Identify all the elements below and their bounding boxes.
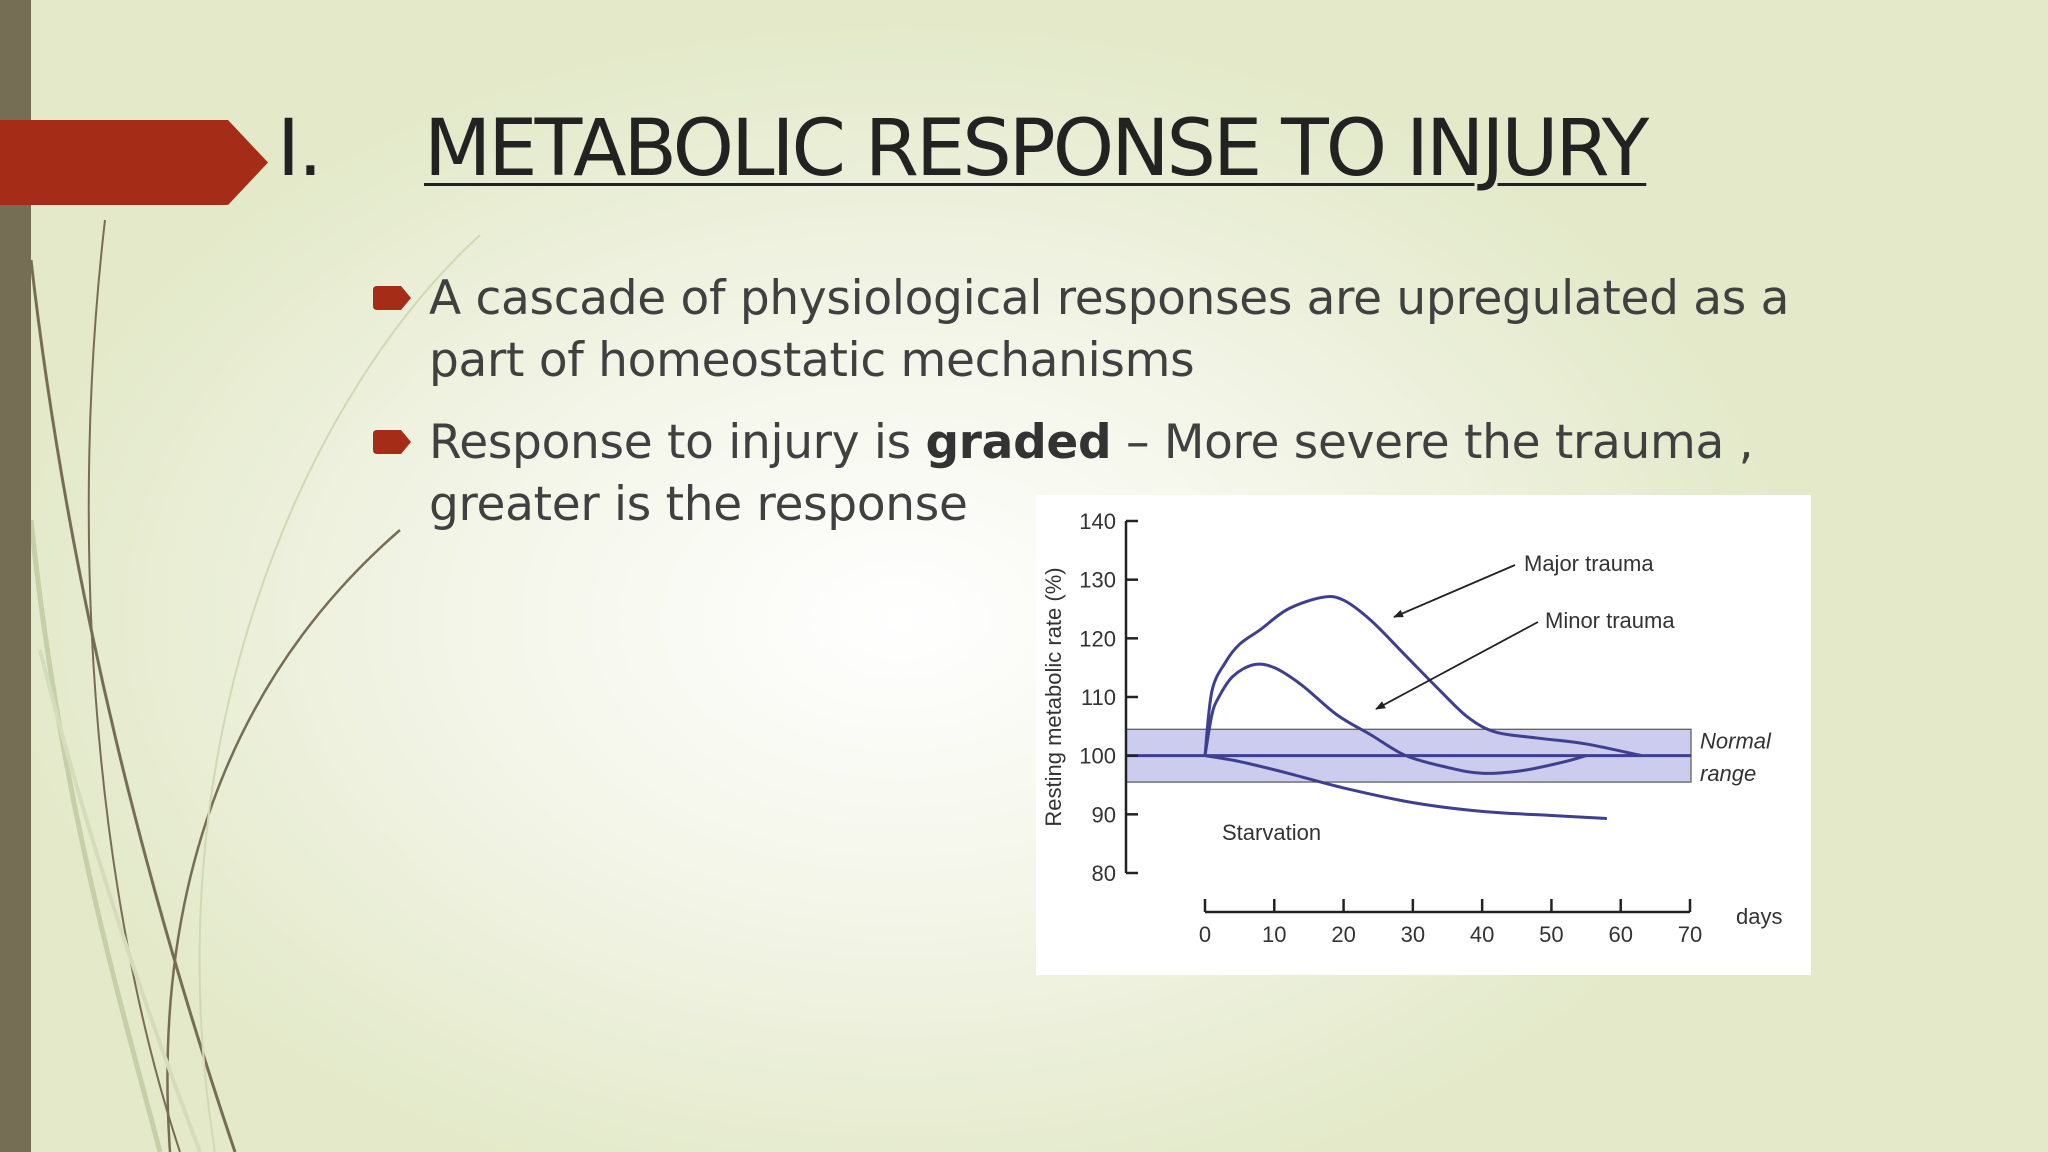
bullet-emphasis: graded	[925, 415, 1112, 470]
x-tick-label: 20	[1331, 922, 1356, 947]
title-arrow-shape	[0, 120, 268, 205]
metabolic-rate-chart	[1036, 495, 1811, 975]
x-tick-label: 40	[1469, 922, 1495, 947]
x-tick-label: 10	[1262, 922, 1287, 947]
chart-panel	[1036, 495, 1811, 975]
y-tick-label: 100	[1079, 743, 1116, 769]
bullet-text: A cascade of physiological responses are upregulated as a part of homeostatic mechanisms	[429, 271, 1790, 388]
x-tick-label: 70	[1677, 922, 1703, 947]
slide-title: METABOLIC RESPONSE TO INJURY	[424, 104, 1647, 194]
x-tick-label: 30	[1400, 922, 1426, 947]
band-label: Normal	[1700, 728, 1771, 754]
x-axis-label: days	[1736, 904, 1783, 929]
series-label: Starvation	[1222, 820, 1322, 845]
y-axis-label: Resting metabolic rate (%)	[1041, 567, 1066, 827]
series-label: Major trauma	[1524, 551, 1654, 576]
band-label: range	[1700, 761, 1757, 787]
y-tick-label: 90	[1091, 802, 1116, 828]
bullet-text-start: Response to injury is	[429, 415, 926, 470]
y-tick-label: 130	[1079, 567, 1116, 593]
bullet-text-end: – More severe the trauma , greater is the response	[429, 415, 1754, 532]
x-tick-label: 60	[1608, 922, 1633, 947]
y-tick-label: 80	[1091, 861, 1116, 886]
y-tick-label: 140	[1079, 509, 1116, 534]
minor-trauma-arrow	[1376, 622, 1538, 709]
title-number: I.	[277, 104, 321, 194]
arrow-bullet-icon	[373, 284, 413, 312]
x-tick-label: 0	[1198, 922, 1212, 947]
series-label: Minor trauma	[1545, 608, 1675, 633]
arrow-bullet-icon	[373, 428, 413, 456]
y-tick-label: 110	[1080, 685, 1116, 710]
major-trauma-arrow	[1394, 565, 1515, 617]
y-tick-label: 120	[1079, 626, 1116, 652]
x-tick-label: 50	[1539, 922, 1564, 947]
